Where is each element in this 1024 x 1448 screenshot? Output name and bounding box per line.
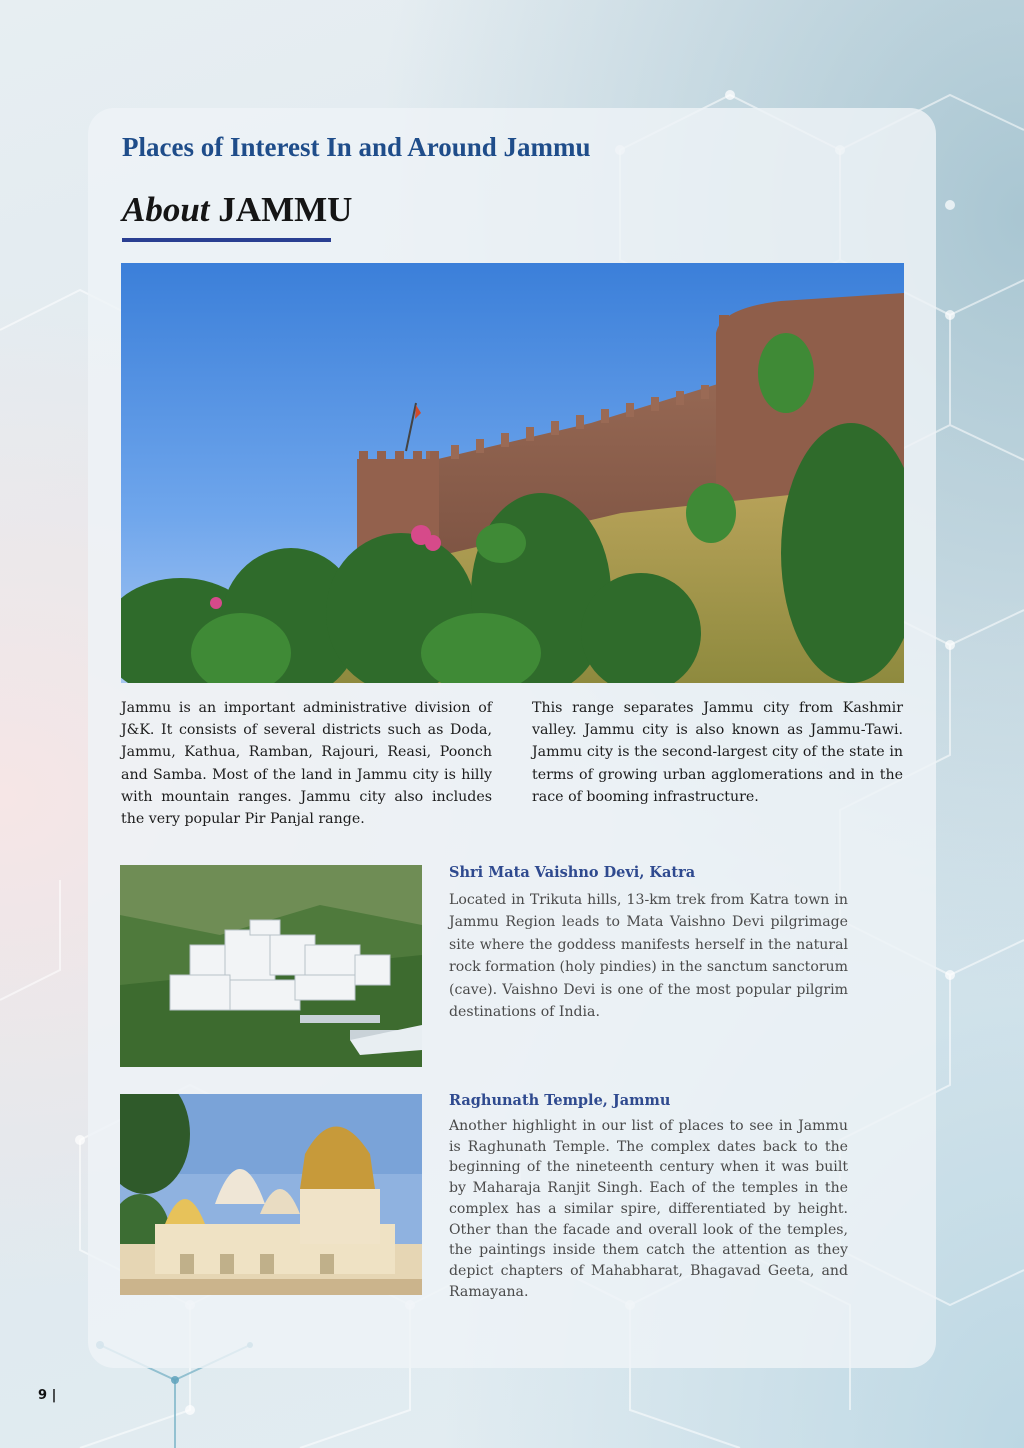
title-underline bbox=[122, 238, 331, 242]
title-name: JAMMU bbox=[218, 190, 353, 229]
page-number: 9 | bbox=[38, 1388, 57, 1403]
place-title-raghunath-temple: Raghunath Temple, Jammu bbox=[449, 1092, 671, 1109]
vaishno-devi-photo bbox=[120, 865, 422, 1067]
raghunath-temple-photo bbox=[120, 1094, 422, 1295]
place-description-vaishno-devi: Located in Trikuta hills, 13-km trek from Katra town in Jammu Region leads to Mata Vaishno Devi pilgrimage site where the goddess manifests herself in the natural rock formation (holy pindies) in the sanctum sanctorum (cave). Vaishno Devi is one of the most popular pilgrim destinations of India. bbox=[449, 892, 849, 1021]
hero-image-fort bbox=[121, 263, 904, 683]
page-title bbox=[122, 190, 352, 230]
intro-paragraph-right: This range separates Jammu city from Kashmir valley. Jammu city is also known as Jammu-Tawi. Jammu city is the second-largest city of the state in terms of growing urban agglomerations and in the race of booming infrastructure. bbox=[532, 700, 903, 805]
intro-paragraph-left: Jammu is an important administrative division of J&K. It consists of several districts such as Doda, Jammu, Kathua, Ramban, Rajouri, Reasi, Poonch and Samba. Most of the land in Jammu city is hilly with mountain ranges. Jammu city also includes the very popular Pir Panjal range. bbox=[121, 700, 492, 828]
place-title-vaishno-devi: Shri Mata Vaishno Devi, Katra bbox=[449, 864, 696, 881]
place-description-raghunath-temple: Another highlight in our list of places to see in Jammu is Raghunath Temple. The complex dates back to the beginning of the nineteenth century when it was built by Maharaja Ranjit Singh. Each of the temples in the complex has a similar spire, differentiated by height. Other than the facade and overall look of the temples, the paintings inside them catch the attention as they depict chapters of Mahabharat, Bhagavad Geeta, and Ramayana. bbox=[449, 1118, 848, 1300]
section-heading: Places of Interest In and Around Jammu bbox=[122, 132, 591, 162]
title-prefix: About bbox=[122, 190, 210, 229]
